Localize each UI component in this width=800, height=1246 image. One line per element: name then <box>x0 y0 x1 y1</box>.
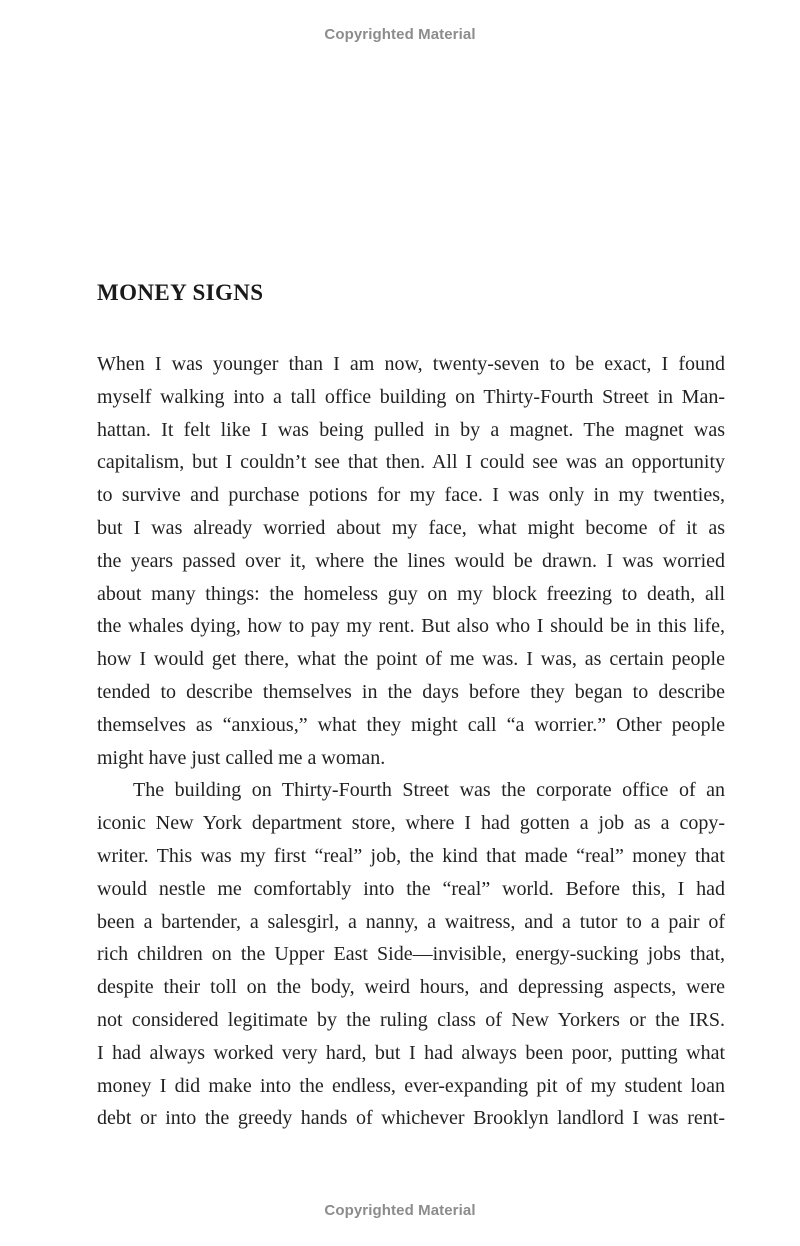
text-line: capitalism, but I couldn’t see that then. All I could see was an opportunity <box>97 451 725 474</box>
text-line: despite their toll on the body, weird hours, and depressing aspects, were <box>97 976 725 999</box>
text-line: themselves as “anxious,” what they might call “a worrier.” Other people <box>97 713 725 736</box>
text-line: tended to describe themselves in the days before they began to describe <box>97 680 725 703</box>
text-line: iconic New York department store, where I had gotten a job as a copy- <box>97 812 725 835</box>
text-line: writer. This was my first “real” job, the kind that made “real” money that <box>97 844 725 867</box>
text-line: the whales dying, how to pay my rent. But also who I should be in this life, <box>97 615 725 638</box>
text-line: the years passed over it, where the lines would be drawn. I was worried <box>97 549 725 572</box>
text-line: myself walking into a tall office building on Thirty-Fourth Street in Man- <box>97 385 725 408</box>
text-line: about many things: the homeless guy on my block freezing to death, all <box>97 582 725 605</box>
text-line: how I would get there, what the point of me was. I was, as certain people <box>97 648 725 671</box>
text-line: but I was already worried about my face, what might become of it as <box>97 516 725 539</box>
text-line: might have just called me a woman. <box>97 746 386 769</box>
paragraph-1 <box>97 348 725 774</box>
text-line: would nestle me comfortably into the “real” world. Before this, I had <box>97 877 725 900</box>
text-line: to survive and purchase potions for my face. I was only in my twenties, <box>97 484 725 507</box>
paragraph-2 <box>97 774 725 1135</box>
text-line: been a bartender, a salesgirl, a nanny, a waitress, and a tutor to a pair of <box>97 910 725 933</box>
text-line: The building on Thirty-Fourth Street was the corporate office of an <box>133 779 725 802</box>
text-line: debt or into the greedy hands of whichever Brooklyn landlord I was rent- <box>97 1107 725 1130</box>
text-line: money I did make into the endless, ever-expanding pit of my student loan <box>97 1074 725 1097</box>
copyright-watermark-bottom: Copyrighted Material <box>324 1202 476 1219</box>
text-line: rich children on the Upper East Side—invisible, energy-sucking jobs that, <box>97 943 725 966</box>
copyright-watermark-top: Copyrighted Material <box>324 26 476 43</box>
chapter-title: MONEY SIGNS <box>97 280 264 305</box>
text-line: When I was younger than I am now, twenty-seven to be exact, I found <box>97 353 725 375</box>
text-line: hattan. It felt like I was being pulled in by a magnet. The magnet was <box>97 418 725 441</box>
text-line: I had always worked very hard, but I had always been poor, putting what <box>97 1041 725 1064</box>
body-text <box>97 348 725 1135</box>
text-line: not considered legitimate by the ruling class of New Yorkers or the IRS. <box>97 1008 725 1031</box>
